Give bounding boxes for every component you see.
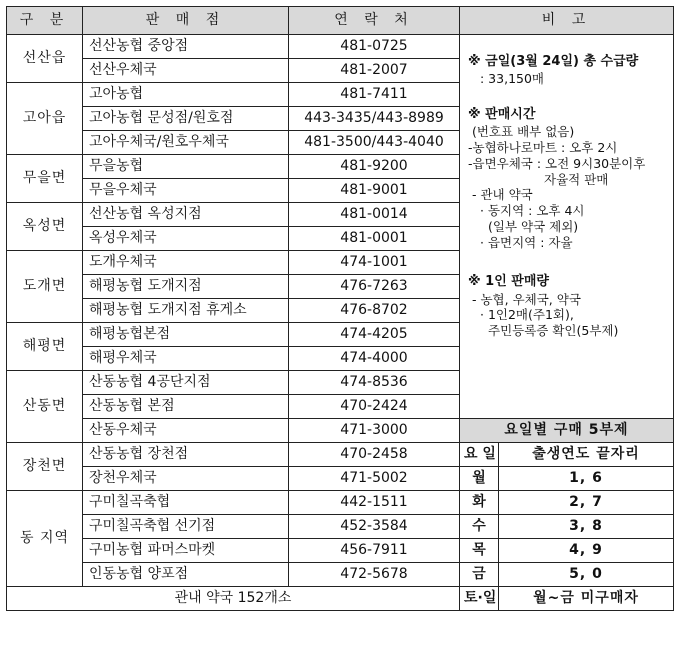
five-day-day: 목 [460, 539, 499, 563]
phone-cell: 476-8702 [289, 299, 460, 323]
per-person-qty: · 1인2매(주1회), [480, 307, 574, 323]
store-cell: 도개우체국 [83, 251, 289, 275]
header-store: 판 매 점 [83, 7, 289, 35]
five-day-digits: 5, 0 [499, 563, 674, 587]
phone-cell: 456-7911 [289, 539, 460, 563]
per-person-where: - 농협, 우체국, 약국 [472, 291, 581, 307]
phone-cell: 470-2424 [289, 395, 460, 419]
pharmacy-count: 관내 약국 152개소 [7, 587, 460, 611]
store-cell: 인동농협 양포점 [83, 563, 289, 587]
phone-cell: 481-2007 [289, 59, 460, 83]
five-day-digits: 3, 8 [499, 515, 674, 539]
store-cell: 산동우체국 [83, 419, 289, 443]
five-day-day: 화 [460, 491, 499, 515]
five-day-digits: 1, 6 [499, 467, 674, 491]
store-cell: 무을우체국 [83, 179, 289, 203]
pharmacy-label: - 관내 약국 [472, 187, 533, 203]
supply-value: : 33,150매 [480, 71, 544, 87]
mask-sales-table [6, 6, 674, 611]
phone-cell: 481-9001 [289, 179, 460, 203]
store-cell: 구미농협 파머스마켓 [83, 539, 289, 563]
supply-title: ※ 금일(3월 24일) 총 수급량 [468, 54, 639, 69]
store-cell: 해평농협본점 [83, 323, 289, 347]
sales-time-note [468, 108, 665, 249]
five-day-digits: 4, 9 [499, 539, 674, 563]
store-cell: 선산농협 중앙점 [83, 35, 289, 59]
dong-time: · 동지역 : 오후 4시 [480, 203, 585, 219]
region-cell: 동 지역 [7, 491, 83, 587]
store-cell: 해평우체국 [83, 347, 289, 371]
region-cell: 도개면 [7, 251, 83, 323]
region-cell: 고아읍 [7, 83, 83, 155]
table-row [7, 491, 674, 515]
post-office-time: -읍면우체국 : 오전 9시30분이후 [468, 155, 646, 171]
region-cell: 해평면 [7, 323, 83, 371]
table-row [7, 419, 674, 443]
store-cell: 해평농협 도개지점 [83, 275, 289, 299]
five-day-day: 금 [460, 563, 499, 587]
per-person-title: ※ 1인 판매량 [468, 274, 549, 290]
table-row [7, 467, 674, 491]
five-day-day: 수 [460, 515, 499, 539]
five-day-weekend-note: 월~금 미구매자 [499, 587, 674, 611]
phone-cell: 476-7263 [289, 275, 460, 299]
five-day-digits: 2, 7 [499, 491, 674, 515]
eupmyeon-time: · 읍면지역 : 자율 [480, 234, 573, 250]
footer-row [7, 587, 674, 611]
store-cell: 산동농협 4공단지점 [83, 371, 289, 395]
five-day-day: 월 [460, 467, 499, 491]
store-cell: 장천우체국 [83, 467, 289, 491]
store-cell: 선산우체국 [83, 59, 289, 83]
store-cell: 고아우체국/원호우체국 [83, 131, 289, 155]
store-cell: 선산농협 옥성지점 [83, 203, 289, 227]
phone-cell: 472-5678 [289, 563, 460, 587]
five-day-col-day: 요 일 [460, 443, 499, 467]
region-cell: 산동면 [7, 371, 83, 443]
post-office-time-2: 자율적 판매 [544, 171, 609, 187]
phone-cell: 471-5002 [289, 467, 460, 491]
phone-cell: 481-7411 [289, 83, 460, 107]
store-cell: 구미칠곡축협 선기점 [83, 515, 289, 539]
phone-cell: 481-0725 [289, 35, 460, 59]
phone-cell: 474-8536 [289, 371, 460, 395]
phone-cell: 481-3500/443-4040 [289, 131, 460, 155]
per-person-note [468, 275, 665, 338]
five-day-col-year: 출생연도 끝자리 [499, 443, 674, 467]
store-cell: 산동농협 장천점 [83, 443, 289, 467]
header-notes: 비 고 [460, 7, 674, 35]
nonghyup-mart-time: -농협하나로마트 : 오후 2시 [468, 140, 618, 156]
header-phone: 연 락 처 [289, 7, 460, 35]
header-row [7, 7, 674, 35]
phone-cell: 471-3000 [289, 419, 460, 443]
phone-cell: 474-4205 [289, 323, 460, 347]
region-cell: 장천면 [7, 443, 83, 491]
store-cell: 고아농협 문성점/원호점 [83, 107, 289, 131]
table-row [7, 515, 674, 539]
store-cell: 옥성우체국 [83, 227, 289, 251]
sales-time-title: ※ 판매시간 [468, 107, 536, 123]
sales-time-sub: (번호표 배부 없음) [472, 124, 575, 140]
phone-cell: 481-9200 [289, 155, 460, 179]
store-cell: 고아농협 [83, 83, 289, 107]
per-person-id: 주민등록증 확인(5부제) [488, 323, 619, 339]
phone-cell: 443-3435/443-8989 [289, 107, 460, 131]
dong-time-2: (일부 약국 제외) [488, 218, 579, 234]
store-cell: 산동농협 본점 [83, 395, 289, 419]
table-row [7, 563, 674, 587]
region-cell: 옥성면 [7, 203, 83, 251]
table-row [7, 539, 674, 563]
five-day-weekend-day: 토·일 [460, 587, 499, 611]
table-row [7, 35, 674, 59]
phone-cell: 474-1001 [289, 251, 460, 275]
header-region: 구 분 [7, 7, 83, 35]
region-cell: 무을면 [7, 155, 83, 203]
region-cell: 선산읍 [7, 35, 83, 83]
store-cell: 해평농협 도개지점 휴게소 [83, 299, 289, 323]
phone-cell: 481-0014 [289, 203, 460, 227]
five-day-title: 요일별 구매 5부제 [460, 419, 674, 443]
notes-cell [460, 35, 674, 419]
store-cell: 구미칠곡축협 [83, 491, 289, 515]
table-row [7, 443, 674, 467]
phone-cell: 442-1511 [289, 491, 460, 515]
supply-note [468, 55, 665, 86]
phone-cell: 470-2458 [289, 443, 460, 467]
phone-cell: 481-0001 [289, 227, 460, 251]
phone-cell: 474-4000 [289, 347, 460, 371]
phone-cell: 452-3584 [289, 515, 460, 539]
store-cell: 무을농협 [83, 155, 289, 179]
